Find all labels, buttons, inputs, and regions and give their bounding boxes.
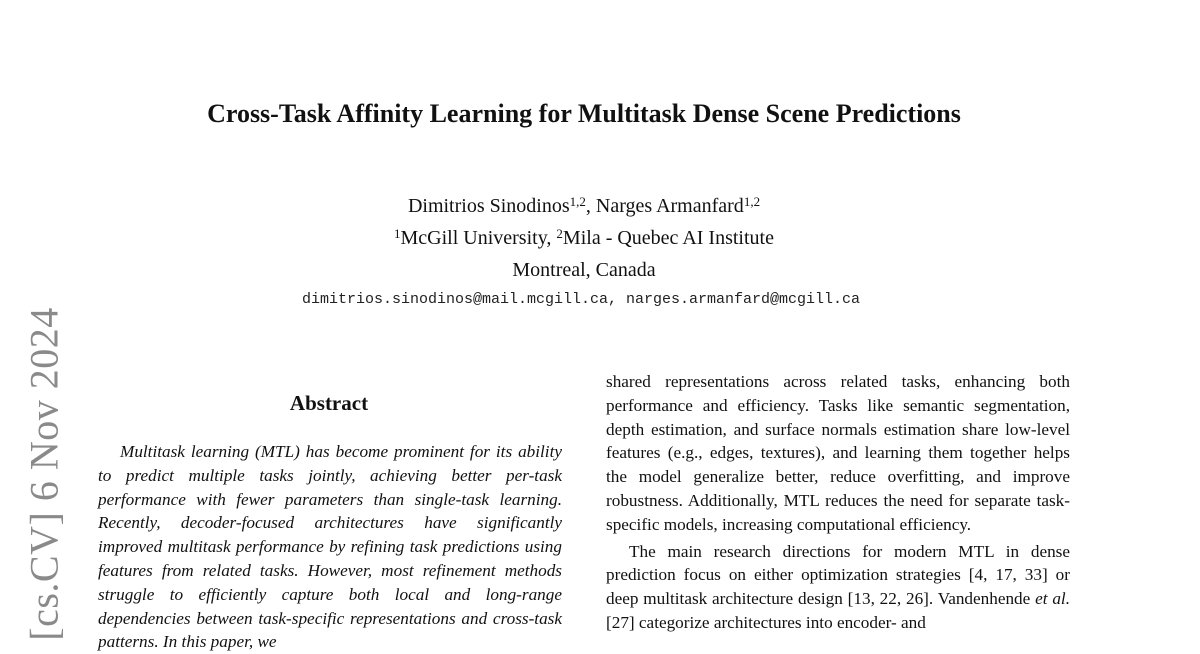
author-block <box>0 190 1168 286</box>
author-affiliation-marker: 1,2 <box>569 194 586 209</box>
arxiv-identifier-stamp <box>8 300 80 648</box>
paper-title: Cross-Task Affinity Learning for Multitask Dense Scene Predictions <box>207 99 961 128</box>
introduction-column <box>606 370 1070 635</box>
author-name: Narges Armanfard <box>595 195 744 217</box>
affiliation-marker: 2 <box>556 226 563 241</box>
affiliation-name: Mila - Quebec AI Institute <box>562 227 774 249</box>
author-location: Montreal, Canada <box>512 259 656 281</box>
intro-text: The main research directions for modern MTL in dense prediction focus on either optimization strategies [4, 17, 33] or deep multitask architecture design [13, 22, 26]. Vandenhende <box>606 541 1070 609</box>
intro-text-emphasis: et al. <box>1035 589 1070 609</box>
author-separator: , <box>585 195 596 217</box>
author-emails: dimitrios.sinodinos@mail.mcgill.ca, narges.armanfard@mcgill.ca <box>301 291 861 308</box>
author-names <box>0 190 1168 222</box>
abstract-text: Multitask learning (MTL) has become prominent for its ability to predict multiple tasks jointly, achieving better per-task performance with fewer parameters than single-task learning. Recently, decoder-focused architectures have significantly improved multitask performance by refining task predictions using features from related tasks. However, most refinement methods struggle to efficiently capture both local and long-range dependencies between task-specific representations and cross-task patterns. In this paper, we <box>98 442 562 652</box>
intro-paragraph <box>606 540 1070 635</box>
author-affiliation-marker: 1,2 <box>743 194 761 209</box>
intro-paragraph: shared representations across related tasks, enhancing both performance and efficiency. Tasks like semantic segmentation, depth estimation, and surface normals estimation share low-level features (e.g., edges, textures), and learning them together helps the model generalize better, reduce overfitting, and improve robustness. Additionally, MTL reduces the need for separate task-specific models, increasing computational efficiency. <box>606 372 1070 534</box>
abstract-heading: Abstract <box>289 391 369 415</box>
affiliation-marker: 1 <box>394 226 401 241</box>
affiliation-name: McGill University, <box>400 227 557 249</box>
affiliations <box>0 222 1168 254</box>
intro-text: [27] categorize architectures into encoder- and <box>606 612 926 632</box>
author-name: Dimitrios Sinodinos <box>407 195 570 217</box>
arxiv-identifier-text: [cs.CV] 6 Nov 2024 <box>21 307 67 641</box>
